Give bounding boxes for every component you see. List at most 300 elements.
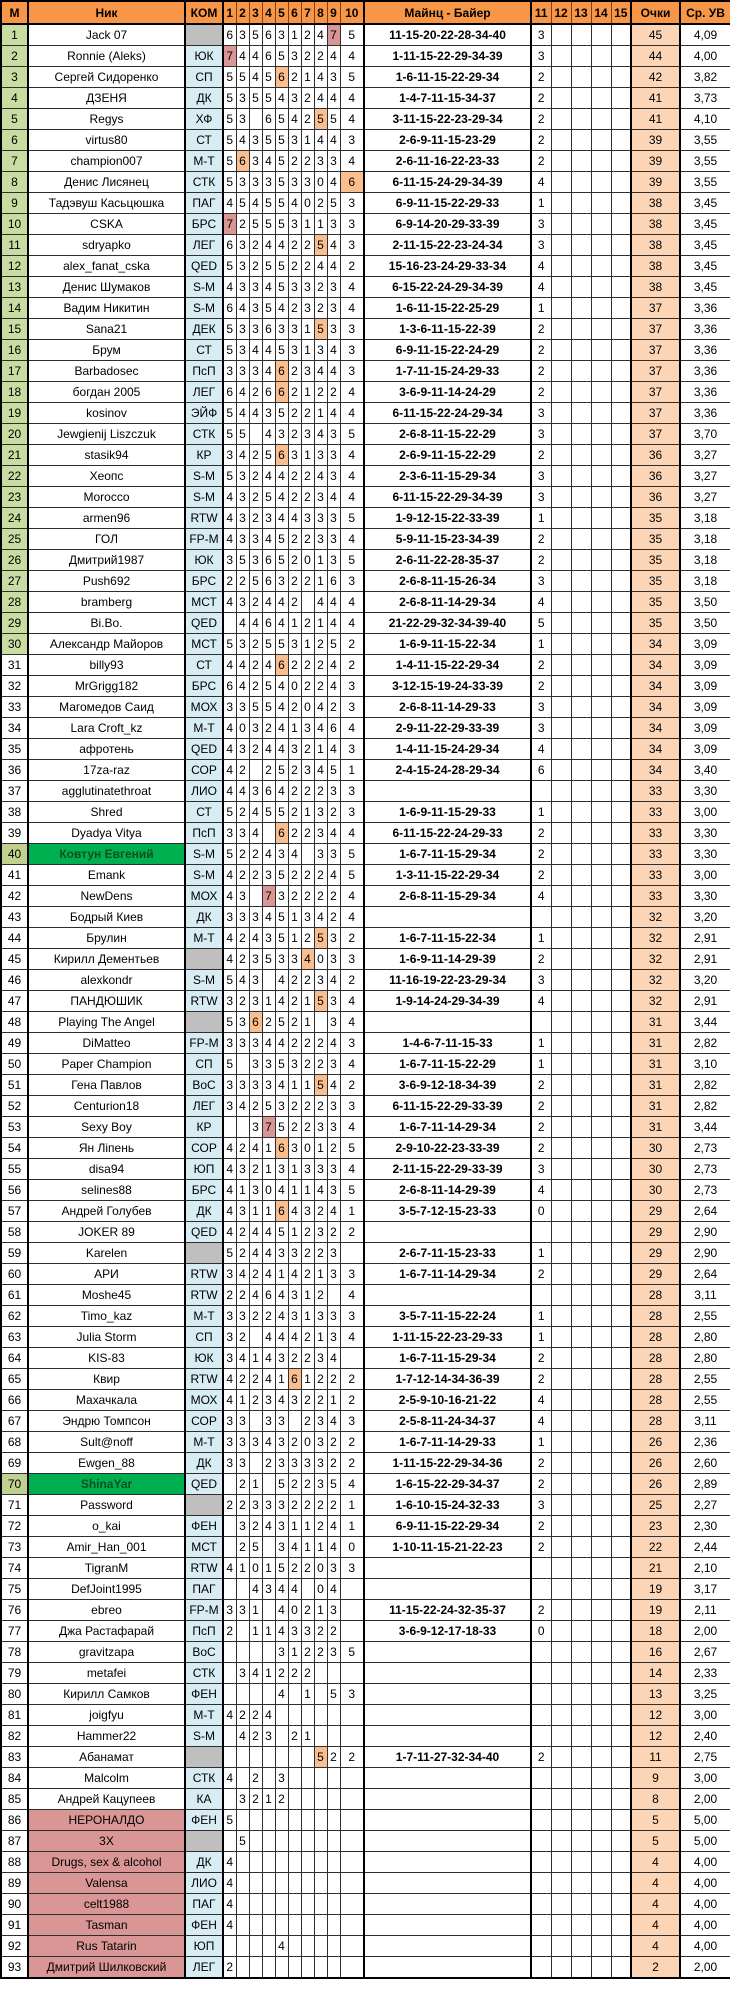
prediction-cell-8 [314,1873,327,1894]
round-15-cell [611,46,631,67]
prediction-cell-7: 3 [301,172,314,193]
round-14-cell [591,949,611,970]
nick-cell: Андрей Голубев [28,1201,185,1222]
prediction-cell-5: 3 [275,844,288,865]
prediction-cell-10: 3 [340,319,364,340]
round-12-cell [551,277,571,298]
rank-cell: 60 [1,1264,28,1285]
avg-cell: 3,30 [680,781,730,802]
table-row [1,1936,730,1957]
table-row [1,193,730,214]
prediction-cell-3: 4 [249,46,262,67]
rank-cell: 46 [1,970,28,991]
points-cell: 30 [631,1159,680,1180]
round-13-cell [571,907,591,928]
prediction-cell-3: 1 [249,1201,262,1222]
prediction-cell-5: 3 [275,1096,288,1117]
round-11-cell [531,1663,551,1684]
rank-cell: 68 [1,1432,28,1453]
prediction-cell-8: 3 [314,1117,327,1138]
prediction-cell-7 [301,1768,314,1789]
prediction-cell-8: 1 [314,571,327,592]
match-prediction-cell: 6-9-11-15-22-24-29 [364,340,531,361]
prediction-cell-4: 5 [262,214,275,235]
round-12-cell [551,970,571,991]
match-prediction-cell: 1-4-11-15-22-29-34 [364,655,531,676]
prediction-cell-2: 2 [236,865,249,886]
round-15-cell [611,319,631,340]
points-cell: 18 [631,1621,680,1642]
avg-cell: 3,45 [680,235,730,256]
prediction-cell-7: 2 [301,676,314,697]
prediction-cell-4: 4 [262,1348,275,1369]
prediction-cell-5: 5 [275,193,288,214]
avg-cell: 2,55 [680,1369,730,1390]
prediction-cell-3: 4 [249,67,262,88]
prediction-cell-10: 2 [340,1747,364,1768]
avg-cell: 2,75 [680,1747,730,1768]
round-14-cell [591,1138,611,1159]
prediction-cell-1: 3 [223,1432,236,1453]
prediction-cell-5 [275,1957,288,1979]
prediction-cell-5 [275,1831,288,1852]
prediction-cell-3: 3 [249,298,262,319]
match-prediction-cell: 1-7-11-27-32-34-40 [364,1747,531,1768]
avg-cell: 3,09 [680,739,730,760]
prediction-cell-5: 5 [275,130,288,151]
match-prediction-cell: 1-6-10-15-24-32-33 [364,1495,531,1516]
round-14-cell [591,466,611,487]
points-cell: 33 [631,886,680,907]
match-prediction-cell: 2-5-9-10-16-21-22 [364,1390,531,1411]
table-row [1,214,730,235]
match-prediction-cell: 2-6-8-11-15-22-29 [364,424,531,445]
prediction-cell-3 [249,424,262,445]
round-11-cell: 4 [531,172,551,193]
round-12-cell [551,1873,571,1894]
prediction-cell-7 [301,1852,314,1873]
round-11-cell: 4 [531,991,551,1012]
prediction-cell-5: 5 [275,340,288,361]
round-12-cell [551,172,571,193]
rank-cell: 11 [1,235,28,256]
round-15-cell [611,1663,631,1684]
match-prediction-cell [364,1789,531,1810]
prediction-cell-5: 4 [275,781,288,802]
round-15-cell [611,1306,631,1327]
rank-cell: 4 [1,88,28,109]
round-12-cell [551,991,571,1012]
prediction-cell-4: 6 [262,109,275,130]
rank-cell: 79 [1,1663,28,1684]
prediction-cell-5: 5 [275,172,288,193]
prediction-cell-9: 4 [327,1537,340,1558]
prediction-cell-6: 2 [288,151,301,172]
team-cell: ПсП [185,823,223,844]
prediction-cell-8: 5 [314,991,327,1012]
team-cell: QED [185,1474,223,1495]
prediction-cell-10: 2 [340,256,364,277]
nick-cell: billy93 [28,655,185,676]
avg-cell: 3,00 [680,865,730,886]
round-14-cell [591,718,611,739]
prediction-cell-8: 0 [314,1558,327,1579]
prediction-cell-1 [223,1537,236,1558]
round-11-cell: 4 [531,256,551,277]
nick-cell: Дмитрий Шилковский [28,1957,185,1979]
points-cell: 29 [631,1243,680,1264]
prediction-cell-8: 3 [314,487,327,508]
prediction-cell-3: 5 [249,214,262,235]
prediction-cell-2 [236,1684,249,1705]
table-row [1,151,730,172]
prediction-cell-10: 4 [340,1327,364,1348]
prediction-cell-1: 5 [223,130,236,151]
team-cell: ЭЙФ [185,403,223,424]
table-row [1,1558,730,1579]
prediction-cell-7: 2 [301,739,314,760]
prediction-cell-2: 3 [236,907,249,928]
round-12-cell [551,634,571,655]
round-11-cell: 2 [531,319,551,340]
prediction-cell-9: 2 [327,697,340,718]
avg-cell: 3,45 [680,277,730,298]
prediction-cell-7 [301,1789,314,1810]
prediction-cell-4 [262,1915,275,1936]
prediction-cell-6: 2 [288,298,301,319]
rank-cell: 85 [1,1789,28,1810]
avg-cell: 3,09 [680,676,730,697]
team-cell: ЮП [185,1159,223,1180]
points-cell: 29 [631,1264,680,1285]
prediction-cell-4 [262,1936,275,1957]
prediction-cell-2: 4 [236,46,249,67]
prediction-cell-7: 2 [301,613,314,634]
team-cell: СОР [185,1411,223,1432]
prediction-cell-5: 4 [275,991,288,1012]
table-row [1,445,730,466]
prediction-cell-7: 1 [301,634,314,655]
table-row [1,1579,730,1600]
round-14-cell [591,1621,611,1642]
round-12-cell [551,88,571,109]
avg-cell: 2,90 [680,1222,730,1243]
prediction-cell-8: 3 [314,970,327,991]
prediction-cell-9 [327,1789,340,1810]
table-row [1,1957,730,1979]
prediction-cell-6: 2 [288,382,301,403]
prediction-cell-9: 2 [327,1432,340,1453]
match-prediction-cell: 3-5-7-12-15-23-33 [364,1201,531,1222]
rank-cell: 86 [1,1810,28,1831]
prediction-cell-7: 1 [301,1180,314,1201]
round-11-cell: 3 [531,403,551,424]
prediction-cell-1: 4 [223,928,236,949]
prediction-cell-8: 4 [314,24,327,46]
prediction-cell-7: 2 [301,1327,314,1348]
prediction-cell-10 [340,1957,364,1979]
points-cell: 32 [631,991,680,1012]
prediction-cell-1: 3 [223,1075,236,1096]
prediction-cell-8 [314,1810,327,1831]
rank-cell: 10 [1,214,28,235]
prediction-cell-8: 4 [314,361,327,382]
team-cell: МСТ [185,634,223,655]
prediction-cell-4: 5 [262,676,275,697]
match-prediction-cell [364,1831,531,1852]
table-row [1,466,730,487]
team-cell: RTW [185,1369,223,1390]
prediction-cell-8 [314,1684,327,1705]
prediction-cell-10: 5 [340,1180,364,1201]
round-15-cell [611,277,631,298]
team-cell: ЮП [185,1936,223,1957]
prediction-cell-9: 3 [327,844,340,865]
round-15-cell [611,487,631,508]
prediction-cell-6 [288,1873,301,1894]
points-cell: 31 [631,1033,680,1054]
prediction-cell-8: 1 [314,1138,327,1159]
round-14-cell [591,865,611,886]
round-14-cell [591,214,611,235]
match-prediction-cell: 15-16-23-24-29-33-34 [364,256,531,277]
prediction-cell-7: 3 [301,1453,314,1474]
points-cell: 4 [631,1873,680,1894]
prediction-cell-9: 3 [327,298,340,319]
round-15-cell [611,1894,631,1915]
prediction-cell-2: 2 [236,949,249,970]
prediction-cell-2: 3 [236,886,249,907]
prediction-cell-6: 1 [288,1075,301,1096]
avg-cell: 4,00 [680,1915,730,1936]
prediction-cell-4 [262,1684,275,1705]
match-prediction-cell: 3-6-9-11-14-24-29 [364,382,531,403]
match-prediction-cell: 2-9-10-22-23-33-39 [364,1138,531,1159]
prediction-cell-6 [288,1936,301,1957]
prediction-cell-2: 3 [236,24,249,46]
round-11-cell [531,1222,551,1243]
prediction-cell-9: 4 [327,46,340,67]
prediction-cell-3: 2 [249,592,262,613]
prediction-cell-1: 5 [223,1243,236,1264]
prediction-cell-5: 5 [275,277,288,298]
prediction-cell-6: 3 [288,1306,301,1327]
table-row [1,24,730,46]
nick-cell: Сергей Сидоренко [28,67,185,88]
prediction-cell-5: 4 [275,1180,288,1201]
points-cell: 28 [631,1348,680,1369]
prediction-cell-3 [249,886,262,907]
round-12-cell [551,382,571,403]
round-14-cell [591,319,611,340]
prediction-cell-6: 1 [288,718,301,739]
round-12-cell [551,1684,571,1705]
prediction-cell-1 [223,1726,236,1747]
prediction-cell-10: 6 [340,172,364,193]
prediction-cell-10: 4 [340,109,364,130]
table-row [1,1138,730,1159]
round-11-cell: 2 [531,676,551,697]
round-13-cell [571,781,591,802]
match-prediction-cell [364,1768,531,1789]
header-pred-5: 5 [275,1,288,24]
table-row [1,1180,730,1201]
round-11-cell [531,1684,551,1705]
prediction-cell-4 [262,1642,275,1663]
round-13-cell [571,1537,591,1558]
match-prediction-cell: 2-9-11-22-29-33-39 [364,718,531,739]
prediction-cell-7 [301,592,314,613]
prediction-cell-5: 4 [275,1075,288,1096]
match-prediction-cell: 2-6-8-11-15-29-34 [364,886,531,907]
prediction-cell-7: 2 [301,487,314,508]
match-prediction-cell: 2-6-11-16-22-23-33 [364,151,531,172]
table-row [1,1243,730,1264]
round-12-cell [551,1096,571,1117]
prediction-cell-8: 2 [314,1285,327,1306]
round-14-cell [591,1957,611,1979]
prediction-cell-4: 6 [262,24,275,46]
avg-cell: 2,90 [680,1243,730,1264]
prediction-cell-5: 5 [275,760,288,781]
round-11-cell: 2 [531,949,551,970]
table-row [1,361,730,382]
prediction-cell-5 [275,1726,288,1747]
prediction-cell-8: 3 [314,1432,327,1453]
prediction-cell-1: 4 [223,1390,236,1411]
round-11-cell [531,1852,551,1873]
prediction-cell-6 [288,1915,301,1936]
prediction-cell-3: 4 [249,1579,262,1600]
avg-cell: 3,09 [680,655,730,676]
round-15-cell [611,529,631,550]
team-cell: FP-M [185,529,223,550]
prediction-cell-7: 1 [301,445,314,466]
round-14-cell [591,1684,611,1705]
rank-cell: 47 [1,991,28,1012]
prediction-cell-6: 2 [288,1096,301,1117]
round-13-cell [571,361,591,382]
prediction-cell-5 [275,1705,288,1726]
prediction-cell-9 [327,1915,340,1936]
prediction-cell-10: 5 [340,1138,364,1159]
prediction-cell-8: 3 [314,1474,327,1495]
prediction-cell-7: 2 [301,1117,314,1138]
prediction-cell-10: 3 [340,130,364,151]
points-cell: 4 [631,1894,680,1915]
round-12-cell [551,1495,571,1516]
match-prediction-cell: 1-9-12-15-22-33-39 [364,508,531,529]
prediction-cell-9: 3 [327,319,340,340]
round-14-cell [591,676,611,697]
prediction-cell-4 [262,1873,275,1894]
prediction-cell-3 [249,109,262,130]
prediction-cell-5: 3 [275,1537,288,1558]
prediction-cell-2: 3 [236,1453,249,1474]
table-row [1,550,730,571]
prediction-cell-1: 4 [223,949,236,970]
team-cell: М-Т [185,718,223,739]
match-prediction-cell: 2-6-8-11-14-29-34 [364,592,531,613]
rank-cell: 5 [1,109,28,130]
round-15-cell [611,1831,631,1852]
match-prediction-cell: 5-9-11-15-23-34-39 [364,529,531,550]
round-12-cell [551,1726,571,1747]
prediction-cell-2 [236,1936,249,1957]
prediction-cell-6: 2 [288,1348,301,1369]
team-cell: М-Т [185,928,223,949]
points-cell: 33 [631,781,680,802]
prediction-cell-10: 4 [340,1159,364,1180]
rank-cell: 29 [1,613,28,634]
match-prediction-cell [364,1558,531,1579]
match-prediction-cell: 2-6-8-11-14-29-33 [364,697,531,718]
prediction-cell-9: 2 [327,802,340,823]
round-11-cell: 1 [531,1327,551,1348]
round-13-cell [571,1894,591,1915]
nick-cell: Дмитрий1987 [28,550,185,571]
team-cell [185,1747,223,1768]
match-prediction-cell [364,1285,531,1306]
prediction-cell-6: 6 [288,1369,301,1390]
round-12-cell [551,340,571,361]
round-15-cell [611,1033,631,1054]
prediction-cell-2: 2 [236,1537,249,1558]
prediction-cell-10: 4 [340,151,364,172]
prediction-cell-4: 1 [262,1558,275,1579]
points-cell: 32 [631,928,680,949]
round-14-cell [591,193,611,214]
prediction-cell-3: 2 [249,466,262,487]
prediction-cell-9: 4 [327,865,340,886]
prediction-cell-4: 1 [262,1138,275,1159]
points-cell: 31 [631,1054,680,1075]
points-cell: 35 [631,571,680,592]
prediction-cell-2: 5 [236,67,249,88]
prediction-cell-8: 5 [314,109,327,130]
prediction-cell-8: 4 [314,592,327,613]
prediction-cell-6: 4 [288,1327,301,1348]
prediction-cell-5: 4 [275,613,288,634]
team-cell: СП [185,67,223,88]
prediction-cell-10 [340,1243,364,1264]
points-cell: 21 [631,1558,680,1579]
header-pred-2: 2 [236,1,249,24]
round-12-cell [551,235,571,256]
prediction-cell-8: 2 [314,1621,327,1642]
prediction-cell-8 [314,1789,327,1810]
header-pred-7: 7 [301,1,314,24]
prediction-cell-7: 2 [301,256,314,277]
prediction-cell-4: 1 [262,1789,275,1810]
round-11-cell: 1 [531,928,551,949]
round-12-cell [551,109,571,130]
prediction-cell-6: 2 [288,403,301,424]
round-15-cell [611,1075,631,1096]
prediction-cell-10: 5 [340,424,364,445]
prediction-cell-3: 3 [249,550,262,571]
table-row [1,1474,730,1495]
rank-cell: 50 [1,1054,28,1075]
round-13-cell [571,1768,591,1789]
team-cell [185,949,223,970]
round-14-cell [591,46,611,67]
prediction-cell-6: 3 [288,340,301,361]
prediction-cell-1: 4 [223,1873,236,1894]
prediction-cell-6: 2 [288,529,301,550]
prediction-cell-7: 2 [301,571,314,592]
round-14-cell [591,151,611,172]
